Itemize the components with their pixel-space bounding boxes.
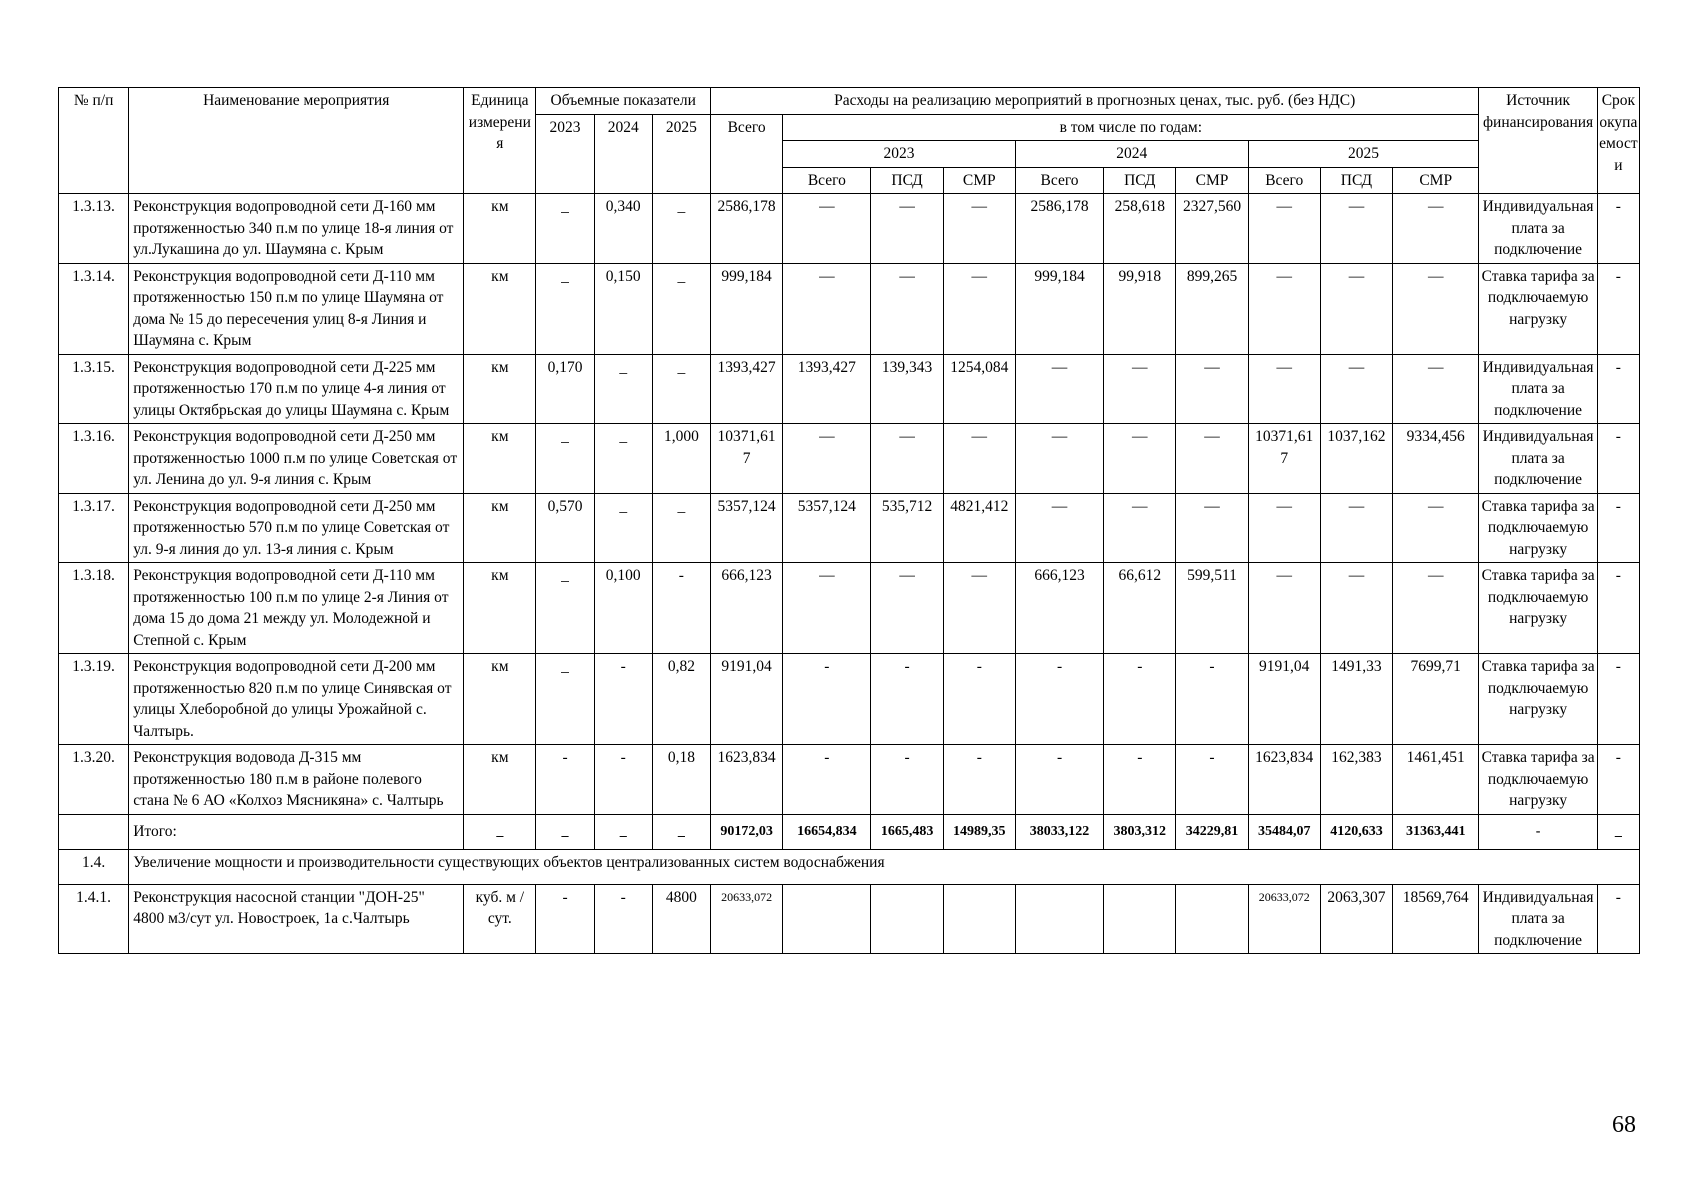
row-volume-2025: 1,000 [652, 424, 710, 494]
table-row [59, 354, 1640, 424]
row-y23-smr: - [943, 745, 1015, 815]
row-y25-total: — [1248, 493, 1320, 563]
row-y23-smr: — [943, 563, 1015, 654]
row-y23-smr: — [943, 194, 1015, 264]
row-term: - [1597, 654, 1639, 745]
table-row [59, 493, 1640, 563]
row-volume-2025: _ [652, 493, 710, 563]
row-number: 1.3.18. [59, 563, 129, 654]
row-y23-smr: 4821,412 [943, 493, 1015, 563]
row-y25-psd: — [1320, 263, 1392, 354]
total-row-label: Итого: [129, 814, 464, 849]
row-y24-total: — [1015, 493, 1103, 563]
row-y24-psd: - [1104, 745, 1176, 815]
header-unit: Единица измерения [464, 88, 536, 194]
row-number: 1.3.14. [59, 263, 129, 354]
header-year-2025: 2025 [1248, 141, 1479, 168]
row-unit: куб. м / сут. [464, 884, 536, 954]
row-name: Реконструкция водопроводной сети Д-250 мм протяженностью 570 п.м по улице Советская от ул. 9-я линия до ул. 13-я линия с. Крым [129, 493, 464, 563]
row-y23-psd [871, 884, 943, 954]
header-sub-smr: СМР [1393, 167, 1479, 194]
row-y25-smr: — [1393, 563, 1479, 654]
section-title: Увеличение мощности и производительности существующих объектов централизованных систем водоснабжения [129, 849, 1640, 884]
row-volume-2024: _ [594, 424, 652, 494]
total-row-y23-smr: 14989,35 [943, 814, 1015, 849]
row-volume-2023: _ [536, 654, 594, 745]
row-unit: км [464, 194, 536, 264]
row-unit: км [464, 745, 536, 815]
table-row [59, 745, 1640, 815]
row-name: Реконструкция водовода Д-315 мм протяженностью 180 п.м в районе полевого стана № 6 АО «Колхоз Мясникяна» с. Чалтырь [129, 745, 464, 815]
row-source: Индивидуальная плата за подключение [1479, 194, 1597, 264]
row-total: 9191,04 [710, 654, 782, 745]
row-name: Реконструкция водопроводной сети Д-200 мм протяженностью 820 п.м по улице Синявская от улицы Хлеборобной до улицы Урожайной с. Чалтырь. [129, 654, 464, 745]
row-y25-total: — [1248, 563, 1320, 654]
header-sub-total: Всего [1248, 167, 1320, 194]
row-y23-total: 5357,124 [783, 493, 871, 563]
total-row-y25-psd: 4120,633 [1320, 814, 1392, 849]
row-name: Реконструкция водопроводной сети Д-225 мм протяженностью 170 п.м по улице 4-я линия от улицы Октябрьская до улицы Шаумяна с. Крым [129, 354, 464, 424]
row-volume-2023: 0,170 [536, 354, 594, 424]
row-y24-psd: 258,618 [1104, 194, 1176, 264]
header-costs: Расходы на реализацию мероприятий в прогнозных ценах, тыс. руб. (без НДС) [710, 88, 1478, 115]
row-y23-psd: — [871, 424, 943, 494]
table-row [59, 263, 1640, 354]
page-number: 68 [1612, 1112, 1636, 1138]
row-volume-2024: - [594, 884, 652, 954]
table-row [59, 563, 1640, 654]
row-total: 666,123 [710, 563, 782, 654]
row-term: - [1597, 424, 1639, 494]
row-y24-smr: 2327,560 [1176, 194, 1248, 264]
row-unit: км [464, 263, 536, 354]
table-row [59, 424, 1640, 494]
row-y25-total: 9191,04 [1248, 654, 1320, 745]
section-number: 1.4. [59, 849, 129, 884]
total-row-y25-total: 35484,07 [1248, 814, 1320, 849]
header-year-2023: 2023 [783, 141, 1016, 168]
row-y24-smr: - [1176, 745, 1248, 815]
row-y23-total: - [783, 654, 871, 745]
row-y23-smr: 1254,084 [943, 354, 1015, 424]
row-y24-psd: — [1104, 424, 1176, 494]
row-name: Реконструкция водопроводной сети Д-110 мм протяженностью 150 п.м по улице Шаумяна от дома № 15 до пересечения улиц 8-я Линия и Шаумяна с. Крым [129, 263, 464, 354]
row-number: 1.3.15. [59, 354, 129, 424]
row-volume-2023: 0,570 [536, 493, 594, 563]
row-y24-total: 2586,178 [1015, 194, 1103, 264]
row-term: - [1597, 194, 1639, 264]
total-row-unit: _ [464, 814, 536, 849]
row-number: 1.4.1. [59, 884, 129, 954]
table-row [59, 194, 1640, 264]
row-volume-2024: - [594, 654, 652, 745]
total-row-y23-total: 16654,834 [783, 814, 871, 849]
row-y25-psd: — [1320, 493, 1392, 563]
row-volume-2023: _ [536, 563, 594, 654]
header-sub-psd: ПСД [1320, 167, 1392, 194]
row-term: - [1597, 745, 1639, 815]
row-unit: км [464, 424, 536, 494]
row-source: Индивидуальная плата за подключение [1479, 424, 1597, 494]
row-volume-2023: _ [536, 263, 594, 354]
row-y25-psd: 1037,162 [1320, 424, 1392, 494]
table-row [59, 654, 1640, 745]
row-y25-total: — [1248, 354, 1320, 424]
total-row-y24-total: 38033,122 [1015, 814, 1103, 849]
row-y24-smr: — [1176, 424, 1248, 494]
total-row-total: 90172,03 [710, 814, 782, 849]
row-y24-smr: 599,511 [1176, 563, 1248, 654]
row-volume-2025: 0,18 [652, 745, 710, 815]
row-y24-smr [1176, 884, 1248, 954]
row-y23-total: — [783, 194, 871, 264]
row-y23-psd: — [871, 194, 943, 264]
row-volume-2025: _ [652, 263, 710, 354]
row-source: Ставка тарифа за подключаемую нагрузку [1479, 745, 1597, 815]
row-source: Ставка тарифа за подключаемую нагрузку [1479, 263, 1597, 354]
total-row-y25-smr: 31363,441 [1393, 814, 1479, 849]
row-y25-smr: 9334,456 [1393, 424, 1479, 494]
row-name: Реконструкция водопроводной сети Д-160 мм протяженностью 340 п.м по улице 18-я линия от ул.Лукашина до ул. Шаумяна с. Крым [129, 194, 464, 264]
row-y25-psd: 162,383 [1320, 745, 1392, 815]
row-number: 1.3.20. [59, 745, 129, 815]
row-volume-2023: _ [536, 424, 594, 494]
row-y23-total [783, 884, 871, 954]
header-year-2024: 2024 [1015, 141, 1248, 168]
row-number: 1.3.13. [59, 194, 129, 264]
row-number: 1.3.16. [59, 424, 129, 494]
header-vol-2024: 2024 [594, 114, 652, 194]
row-y24-total: - [1015, 745, 1103, 815]
row-name: Реконструкция водопроводной сети Д-110 мм протяженностью 100 п.м по улице 2-я Линия от дома 15 до дома 21 между ул. Молодежной и Степной с. Крым [129, 563, 464, 654]
row-y25-total: 20633,072 [1248, 884, 1320, 954]
row-source: Индивидуальная плата за подключение [1479, 884, 1597, 954]
row-y23-total: — [783, 563, 871, 654]
header-sub-smr: СМР [1176, 167, 1248, 194]
row-volume-2025: _ [652, 354, 710, 424]
row-y23-total: — [783, 263, 871, 354]
investment-table [58, 87, 1640, 954]
total-row-source: - [1479, 814, 1597, 849]
row-y23-smr: — [943, 263, 1015, 354]
row-source: Ставка тарифа за подключаемую нагрузку [1479, 654, 1597, 745]
row-y25-total: 10371,617 [1248, 424, 1320, 494]
row-volume-2025: _ [652, 194, 710, 264]
row-y25-total: — [1248, 194, 1320, 264]
row-volume-2025: - [652, 563, 710, 654]
row-source: Индивидуальная плата за подключение [1479, 354, 1597, 424]
row-y24-total: 666,123 [1015, 563, 1103, 654]
row-y25-smr: — [1393, 263, 1479, 354]
row-y25-total: 1623,834 [1248, 745, 1320, 815]
row-y23-psd: 535,712 [871, 493, 943, 563]
header-num: № п/п [59, 88, 129, 194]
row-y23-psd: - [871, 745, 943, 815]
total-row-y24-smr: 34229,81 [1176, 814, 1248, 849]
row-volume-2024: _ [594, 493, 652, 563]
total-row-y23-psd: 1665,483 [871, 814, 943, 849]
row-volume-2024: 0,100 [594, 563, 652, 654]
row-unit: км [464, 354, 536, 424]
row-y24-psd: — [1104, 493, 1176, 563]
header-vol-2023: 2023 [536, 114, 594, 194]
total-row-volume-2023: _ [536, 814, 594, 849]
row-y25-psd: — [1320, 194, 1392, 264]
row-y24-psd [1104, 884, 1176, 954]
row-y23-smr: — [943, 424, 1015, 494]
row-y25-psd: 2063,307 [1320, 884, 1392, 954]
row-y23-psd: — [871, 263, 943, 354]
total-row-volume-2024: _ [594, 814, 652, 849]
row-y24-smr: - [1176, 654, 1248, 745]
header-sub-total: Всего [783, 167, 871, 194]
row-volume-2024: 0,150 [594, 263, 652, 354]
row-total: 1393,427 [710, 354, 782, 424]
total-row-volume-2025: _ [652, 814, 710, 849]
row-volume-2024: _ [594, 354, 652, 424]
row-volume-2023: _ [536, 194, 594, 264]
section-row [59, 849, 1640, 884]
row-y25-total: — [1248, 263, 1320, 354]
row-unit: км [464, 563, 536, 654]
row-y24-total: 999,184 [1015, 263, 1103, 354]
row-term: - [1597, 263, 1639, 354]
total-row-y24-psd: 3803,312 [1104, 814, 1176, 849]
header-sub-psd: ПСД [871, 167, 943, 194]
row-y25-smr: — [1393, 493, 1479, 563]
row-y24-psd: - [1104, 654, 1176, 745]
header-sub-psd: ПСД [1104, 167, 1176, 194]
row-y25-smr: 7699,71 [1393, 654, 1479, 745]
row-y23-total: 1393,427 [783, 354, 871, 424]
header-term: Срок окупаемости [1597, 88, 1639, 194]
row-volume-2024: - [594, 745, 652, 815]
row-y25-psd: 1491,33 [1320, 654, 1392, 745]
row-name: Реконструкция водопроводной сети Д-250 мм протяженностью 1000 п.м по улице Советская от ул. Ленина до ул. 9-я линия с. Крым [129, 424, 464, 494]
row-y24-smr: — [1176, 493, 1248, 563]
row-y24-smr: 899,265 [1176, 263, 1248, 354]
row-term: - [1597, 884, 1639, 954]
total-row [59, 814, 1640, 849]
header-vol-2025: 2025 [652, 114, 710, 194]
row-volume-2024: 0,340 [594, 194, 652, 264]
row-term: - [1597, 493, 1639, 563]
row-term: - [1597, 354, 1639, 424]
row-y25-smr: 18569,764 [1393, 884, 1479, 954]
header-total: Всего [710, 114, 782, 194]
row-y24-psd: 99,918 [1104, 263, 1176, 354]
row-y25-psd: — [1320, 354, 1392, 424]
row-y23-total: - [783, 745, 871, 815]
row-y23-smr [943, 884, 1015, 954]
row-y24-smr: — [1176, 354, 1248, 424]
table-row [59, 884, 1640, 954]
row-y24-total: — [1015, 424, 1103, 494]
row-source: Ставка тарифа за подключаемую нагрузку [1479, 493, 1597, 563]
row-y23-psd: 139,343 [871, 354, 943, 424]
row-y24-total [1015, 884, 1103, 954]
header-sub-smr: СМР [943, 167, 1015, 194]
header-row-1 [59, 88, 1640, 115]
row-total: 1623,834 [710, 745, 782, 815]
row-volume-2023: - [536, 745, 594, 815]
row-y24-psd: — [1104, 354, 1176, 424]
row-number: 1.3.17. [59, 493, 129, 563]
row-source: Ставка тарифа за подключаемую нагрузку [1479, 563, 1597, 654]
row-total: 5357,124 [710, 493, 782, 563]
total-row-term: _ [1597, 814, 1639, 849]
row-y25-psd: — [1320, 563, 1392, 654]
row-total: 2586,178 [710, 194, 782, 264]
row-volume-2025: 0,82 [652, 654, 710, 745]
row-total: 999,184 [710, 263, 782, 354]
row-y23-total: — [783, 424, 871, 494]
header-by-years: в том числе по годам: [783, 114, 1479, 141]
row-unit: км [464, 493, 536, 563]
row-name: Реконструкция насосной станции "ДОН-25" 4800 м3/сут ул. Новостроек, 1а с.Чалтырь [129, 884, 464, 954]
header-name: Наименование мероприятия [129, 88, 464, 194]
row-unit: км [464, 654, 536, 745]
row-y24-total: — [1015, 354, 1103, 424]
row-term: - [1597, 563, 1639, 654]
row-y25-smr: — [1393, 354, 1479, 424]
header-sub-total: Всего [1015, 167, 1103, 194]
row-volume-2023: - [536, 884, 594, 954]
header-source: Источник финансирования [1479, 88, 1597, 194]
header-volume: Объемные показатели [536, 88, 711, 115]
row-y25-smr: 1461,451 [1393, 745, 1479, 815]
row-y24-psd: 66,612 [1104, 563, 1176, 654]
row-total: 20633,072 [710, 884, 782, 954]
row-y23-smr: - [943, 654, 1015, 745]
row-y23-psd: — [871, 563, 943, 654]
row-volume-2025: 4800 [652, 884, 710, 954]
row-y23-psd: - [871, 654, 943, 745]
row-number: 1.3.19. [59, 654, 129, 745]
total-row-num [59, 814, 129, 849]
row-y25-smr: — [1393, 194, 1479, 264]
row-y24-total: - [1015, 654, 1103, 745]
row-total: 10371,617 [710, 424, 782, 494]
